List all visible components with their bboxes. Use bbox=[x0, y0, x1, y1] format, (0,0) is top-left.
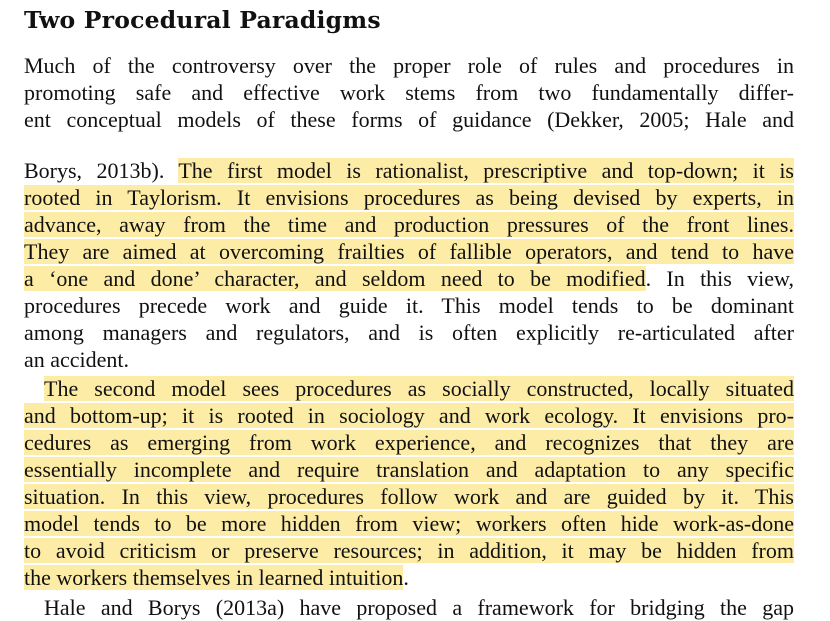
highlighted-text: and bottom-up; it is rooted in sociology and work ecology. It envisions pro- bbox=[24, 403, 794, 428]
text-line bbox=[24, 184, 794, 211]
text-line: among managers and regulators, and is often explicitly re-articulated after bbox=[24, 320, 794, 345]
text-line bbox=[24, 483, 794, 510]
text-line: an accident. bbox=[24, 347, 130, 372]
section-heading: Two Procedural Paradigms bbox=[24, 6, 381, 34]
highlighted-text: model tends to be more hidden from view; workers often hide work-as-done bbox=[24, 511, 794, 536]
highlighted-text: situation. In this view, procedures follow work and are guided by it. This bbox=[24, 484, 794, 509]
highlighted-text: the workers themselves in learned intuition bbox=[24, 565, 404, 590]
highlighted-text: rooted in Taylorism. It envisions procedures as being devised by experts, in bbox=[24, 185, 794, 210]
text-line bbox=[24, 402, 794, 429]
highlighted-text: advance, away from the time and production pressures of the front lines. bbox=[24, 212, 794, 237]
text-line bbox=[24, 265, 794, 292]
text-line bbox=[24, 375, 794, 402]
text-line bbox=[24, 537, 794, 564]
highlighted-text: a ‘one and done’ character, and seldom need to be modified bbox=[24, 266, 646, 291]
text-line-partial: Hale and Borys (2013a) have proposed a framework for bridging the gap bbox=[44, 595, 794, 620]
text-line bbox=[24, 564, 794, 591]
highlighted-text: essentially incomplete and require translation and adaptation to any specific bbox=[24, 457, 794, 482]
highlighted-text: They are aimed at overcoming frailties of fallible operators, and tend to have bbox=[24, 239, 794, 264]
text-line: Much of the controversy over the proper role of rules and procedures in bbox=[24, 53, 794, 78]
text-line bbox=[24, 211, 794, 238]
highlighted-text: The second model sees procedures as socially constructed, locally situated bbox=[44, 376, 794, 401]
plain-text: . bbox=[403, 565, 409, 590]
text-line bbox=[24, 510, 794, 537]
highlighted-text: cedures as emerging from work experience, and recognizes that they are bbox=[24, 430, 794, 455]
text-line bbox=[24, 429, 794, 456]
highlighted-text: to avoid criticism or preserve resources; in addition, it may be hidden from bbox=[24, 538, 794, 563]
text-line bbox=[24, 157, 794, 184]
plain-text: . In this view, bbox=[645, 266, 795, 291]
plain-text: Borys, 2013b). bbox=[24, 158, 179, 183]
text-line bbox=[24, 456, 794, 483]
text-line bbox=[24, 238, 794, 265]
text-line: procedures precede work and guide it. This model tends to be dominant bbox=[24, 293, 794, 318]
text-line: ent conceptual models of these forms of guidance (Dekker, 2005; Hale and bbox=[24, 107, 794, 132]
highlighted-text: The first model is rationalist, prescriptive and top-down; it is bbox=[178, 158, 794, 183]
text-line: promoting safe and effective work stems from two fundamentally differ- bbox=[24, 80, 794, 105]
